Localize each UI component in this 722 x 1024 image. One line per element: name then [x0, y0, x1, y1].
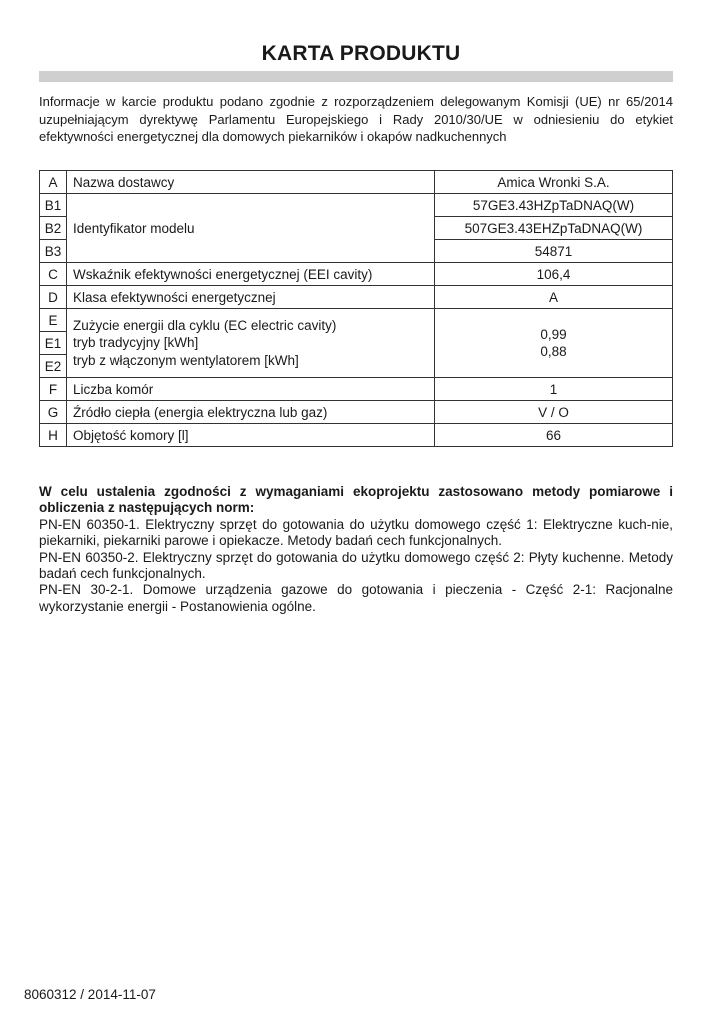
energy-consumption-values	[435, 309, 673, 378]
row-value: V / O	[435, 401, 673, 424]
row-value: 0,99	[540, 327, 567, 342]
row-value: 0,88	[540, 344, 567, 359]
row-code: A	[40, 171, 67, 194]
title-underline-bar	[39, 71, 673, 82]
row-value: Amica Wronki S.A.	[435, 171, 673, 194]
row-value: 106,4	[435, 263, 673, 286]
norm-paragraph: PN-EN 60350-1. Elektryczny sprzęt do gotowania do użytku domowego część 1: Elektryczne kuch-nie, piekarniki, piekarniki parowe i opiekacze. Metody badań cech funkcjonalnych.	[39, 516, 673, 549]
table-row	[40, 194, 673, 217]
energy-consumption-line: tryb z włączonym wentylatorem [kWh]	[73, 352, 299, 368]
row-code: B2	[40, 217, 67, 240]
row-value: 1	[435, 378, 673, 401]
table-row	[40, 286, 673, 309]
row-label: Liczba komór	[67, 378, 435, 401]
row-label: Klasa efektywności energetycznej	[67, 286, 435, 309]
row-code: G	[40, 401, 67, 424]
table-row	[40, 309, 673, 332]
document-code-date: 8060312 / 2014-11-07	[24, 987, 156, 1002]
row-value: 66	[435, 424, 673, 447]
row-code: B1	[40, 194, 67, 217]
row-code: C	[40, 263, 67, 286]
row-code: E	[40, 309, 67, 332]
notes-heading: W celu ustalenia zgodności z wymaganiami ekoprojektu zastosowano metody pomiarowe i obliczenia z następujących norm:	[39, 484, 673, 516]
row-value: 507GE3.43EHZpTaDNAQ(W)	[435, 217, 673, 240]
table-row	[40, 424, 673, 447]
row-value: A	[435, 286, 673, 309]
row-code: E1	[40, 332, 67, 355]
row-label: Objętość komory [l]	[67, 424, 435, 447]
energy-consumption-line: tryb tradycyjny [kWh]	[73, 335, 199, 351]
table-row	[40, 263, 673, 286]
row-code: F	[40, 378, 67, 401]
intro-paragraph: Informacje w karcie produktu podano zgodnie z rozporządzeniem delegowanym Komisji (UE) nr 65/2014 uzupełniającym dyrektywę Parlamentu Europejskiego i Rady 2010/30/UE w odniesieniu do etykiet efektywności energetycznej dla domowych piekarników i okapów nadkuchennych	[39, 94, 673, 144]
row-code: D	[40, 286, 67, 309]
table-row	[40, 171, 673, 194]
norm-paragraph: PN-EN 60350-2. Elektryczny sprzęt do gotowania do użytku domowego część 2: Płyty kuchenne. Metody badań cech funkcjonalnych.	[39, 549, 673, 582]
row-label: Nazwa dostawcy	[67, 171, 435, 194]
row-code: B3	[40, 240, 67, 263]
row-code: H	[40, 424, 67, 447]
row-code: E2	[40, 355, 67, 378]
energy-consumption-line: Zużycie energii dla cyklu (EC electric cavity)	[73, 317, 337, 333]
table-row	[40, 378, 673, 401]
energy-consumption-description	[67, 309, 435, 378]
page-title: KARTA PRODUKTU	[261, 42, 461, 65]
row-label: Wskaźnik efektywności energetycznej (EEI cavity)	[67, 263, 435, 286]
row-label: Źródło ciepła (energia elektryczna lub gaz)	[67, 401, 435, 424]
row-value: 54871	[435, 240, 673, 263]
product-table	[39, 170, 673, 447]
row-label: Identyfikator modelu	[67, 194, 435, 263]
table-row	[40, 401, 673, 424]
norm-paragraph: PN-EN 30-2-1. Domowe urządzenia gazowe do gotowania i pieczenia - Część 2-1: Racjonalne wykorzystanie energii - Postanowienia ogólne.	[39, 582, 673, 614]
row-value: 57GE3.43HZpTaDNAQ(W)	[435, 194, 673, 217]
standards-notes	[39, 484, 673, 615]
